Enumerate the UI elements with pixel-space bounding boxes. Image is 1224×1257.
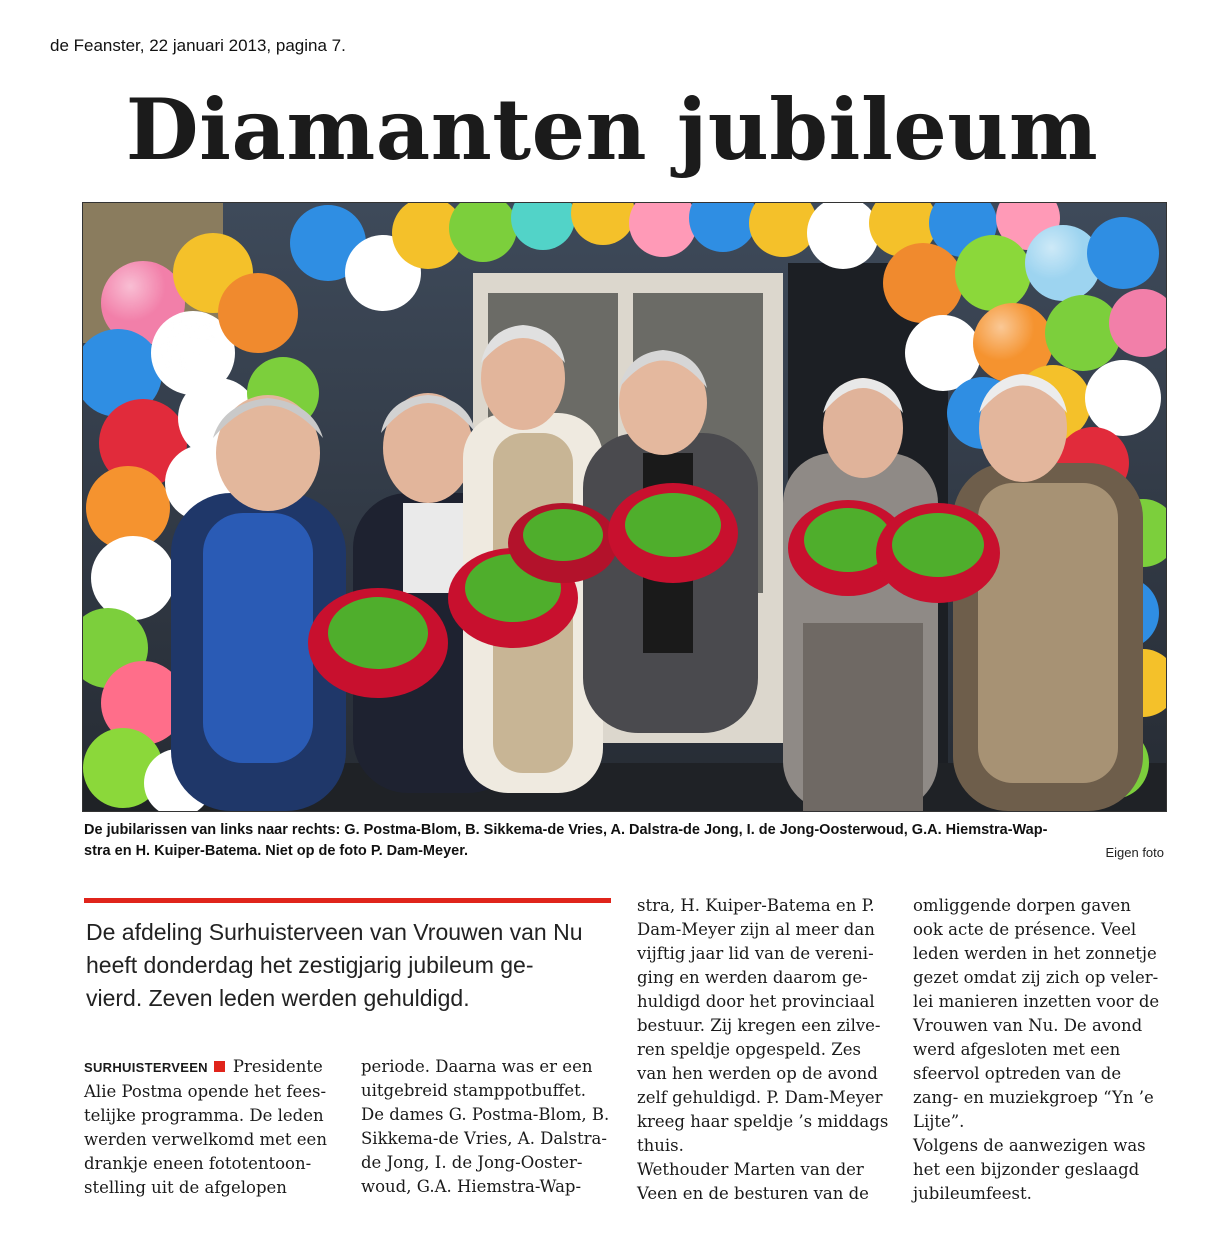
photo-caption — [84, 820, 1164, 862]
group-photo — [82, 202, 1167, 812]
article-column-2: periode. Daarna was er een uitgebreid stamppotbuffet. De dames G. Postma-Blom, B. Sikkema-de Vries, A. Dalstra- de Jong, I. de Jong-Ooster- woud, G.A. Hiemstra-Wap- — [361, 1057, 610, 1196]
caption-line-1: De jubilarissen van links naar rechts: G. Postma-Blom, B. Sikkema-de Vries, A. Dalstra-de Jong, I. de Jong-Oosterwoud, G.A. Hiemstra-Wap- — [84, 822, 1048, 838]
group-photo-illustration — [83, 203, 1166, 811]
article-column-3: stra, H. Kuiper-Batema en P. Dam-Meyer zijn al meer dan vijftig jaar lid van de vereni- ging en werden daarom ge- huldigd door het provinciaal bestuur. Zij kregen een zilve- ren speldje opgespeld. Zes van hen werden op de avond zelf gehuldigd. P. Dam-Meyer kreeg haar speldje ’s middags thuis. Wethouder Marten van der Veen en de besturen van de — [637, 896, 889, 1203]
intro-text: De afdeling Surhuisterveen van Vrouwen van Nu heeft donderdag het zestigjarig jubileum ge- vierd. Zeven leden werden gehuldigd. — [86, 919, 583, 1011]
photo-credit: Eigen foto — [1105, 845, 1164, 860]
intro-rule — [84, 898, 611, 903]
dateline-marker — [214, 1061, 225, 1072]
caption-line-2: stra en H. Kuiper-Batema. Niet op de foto P. Dam-Meyer. — [84, 843, 469, 859]
article-column-1 — [84, 1055, 349, 1200]
dateline: SURHUISTERVEEN — [84, 1060, 208, 1075]
headline: Diamanten jubileum — [125, 80, 1099, 179]
source-line: de Feanster, 22 januari 2013, pagina 7. — [50, 36, 346, 55]
article-column-4: omliggende dorpen gaven ook acte de présence. Veel leden werden in het zonnetje gezet omdat zij zich op veler- lei manieren inzetten voor de Vrouwen van Nu. De avond werd afgesloten met een sfeervol optreden van de zang- en muziekgroep “Yn ’e Lijte”. Volgens de aanwezigen was het een bijzonder geslaagd jubileumfeest. — [913, 896, 1160, 1203]
column-1-text: Presidente Alie Postma opende het fees- telijke programma. De leden werden verwelkomd met een drankje eneen fototentoon- stelling uit de afgelopen — [84, 1057, 327, 1197]
